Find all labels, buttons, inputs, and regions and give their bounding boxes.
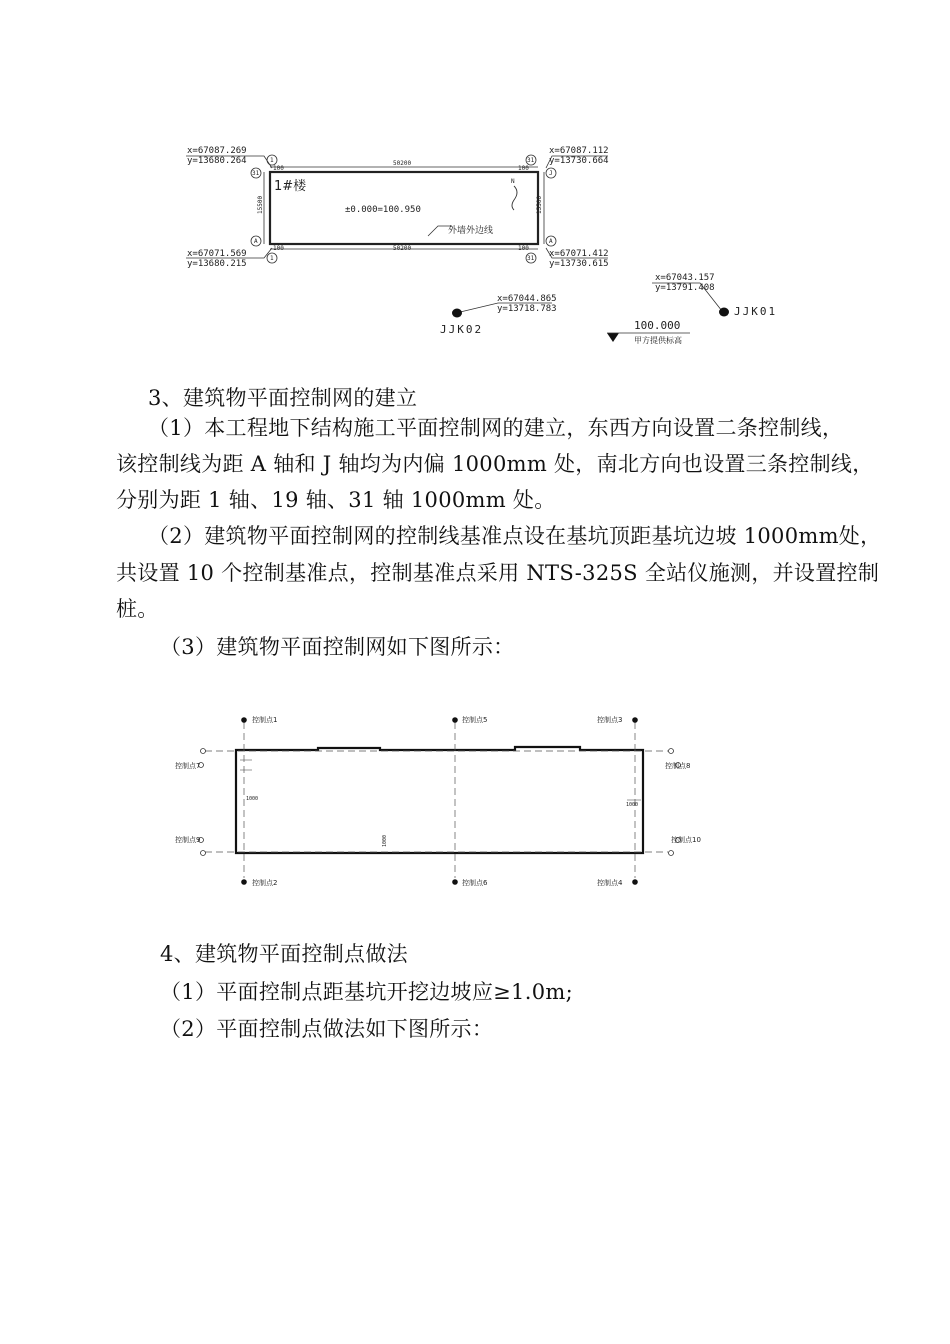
coord-sw-y: y=13680.215 xyxy=(187,259,247,269)
benchmark-y-jjk02: y=13718.783 xyxy=(497,304,557,314)
coord-nw-x: x=67087.269 xyxy=(187,146,247,156)
dim-right: 15500 xyxy=(536,195,543,214)
axis-ne-num: 31 xyxy=(527,157,535,164)
control-point-7-label: 控制点7 xyxy=(175,762,201,770)
pit-outline xyxy=(236,747,643,853)
control-point-1-label: 控制点1 xyxy=(252,716,278,724)
section3-p2-line2: 共设置 10 个控制基准点，控制基准点采用 NTS-325S 全站仪施测，并设置控制 xyxy=(116,561,880,585)
elevation-triangle-icon xyxy=(607,333,619,342)
axis-ne-side: J xyxy=(549,170,553,177)
dim-small-se: 100 xyxy=(518,245,529,252)
elevation-mark: 100.000 xyxy=(634,319,681,332)
control-point-9-label: 控制点9 xyxy=(175,836,201,844)
control-point-2-label: 控制点2 xyxy=(252,879,278,887)
dim-small-ne: 100 xyxy=(518,165,529,172)
axis-se-side: A xyxy=(549,238,553,245)
benchmark-x-jjk01: x=67043.157 xyxy=(655,273,715,283)
section4-item2: （2）平面控制点做法如下图所示： xyxy=(160,1017,494,1041)
wall-label: 外墙外边线 xyxy=(448,226,494,236)
section3-p2-line1: （2）建筑物平面控制网的控制线基准点设在基坑顶距基坑边坡 1000mm处， xyxy=(148,524,882,548)
control-point-3-label: 控制点3 xyxy=(597,716,623,724)
section3-p1-line3: 分别为距 1 轴、19 轴、31 轴 1000mm 处。 xyxy=(116,488,556,512)
north-arrow-icon xyxy=(512,186,517,210)
coord-ne-x: x=67087.112 xyxy=(549,146,609,156)
elevation-note: 甲方提供标高 xyxy=(634,336,682,345)
axis-nw-side: 31 xyxy=(252,170,260,177)
elevation-label: ±0.000=100.950 xyxy=(345,205,421,215)
control-point-10-label: 控制点10 xyxy=(671,836,701,844)
dim-left: 15500 xyxy=(257,195,264,214)
dim-small-sw: 100 xyxy=(273,245,284,252)
benchmark-dot-jjk02 xyxy=(452,309,462,318)
control-point-2-marker xyxy=(241,879,247,885)
control-network-drawing xyxy=(0,700,950,900)
control-point-1-marker xyxy=(241,717,247,723)
control-point-6-label: 控制点6 xyxy=(462,879,488,887)
coord-sw-x: x=67071.569 xyxy=(187,249,247,259)
axis-se-num: 31 xyxy=(527,255,535,262)
control-point-4-marker xyxy=(632,879,638,885)
axis-sw-side: A xyxy=(254,238,258,245)
coord-nw-y: y=13680.264 xyxy=(187,156,247,166)
section3-p3: （3）建筑物平面控制网如下图所示： xyxy=(160,635,515,659)
control-point-3-marker xyxy=(632,717,638,723)
control-point-5-marker xyxy=(452,717,458,723)
benchmark-y-jjk01: y=13791.408 xyxy=(655,283,715,293)
section3-p1-line2: 该控制线为距 A 轴和 J 轴均为内偏 1000mm 处，南北方向也设置三条控制线， xyxy=(116,452,874,476)
benchmark-name-jjk02: JJK02 xyxy=(440,323,484,336)
section3-p2-line3: 桩。 xyxy=(116,597,159,621)
axis-nw-num: 1 xyxy=(270,157,274,164)
control-point-8-label: 控制点8 xyxy=(665,762,691,770)
coord-se-y: y=13730.615 xyxy=(549,259,609,269)
cn-dim-bottom: 1000 xyxy=(382,834,388,847)
control-point-4-label: 控制点4 xyxy=(597,879,623,887)
dim-bottom: 50200 xyxy=(393,245,412,252)
control-point-9-marker xyxy=(201,851,206,856)
control-point-6-marker xyxy=(452,879,458,885)
dim-top: 50200 xyxy=(393,160,412,167)
axis-sw-num: 1 xyxy=(270,255,274,262)
cn-dim-right: 1000 xyxy=(626,802,639,808)
coord-se-x: x=67071.412 xyxy=(549,249,609,259)
coord-ne-y: y=13730.664 xyxy=(549,156,609,166)
north-label: N xyxy=(511,178,515,185)
site-plan-drawing xyxy=(0,0,950,360)
dim-small-nw: 100 xyxy=(273,165,284,172)
section3-p1-line1: （1）本工程地下结构施工平面控制网的建立，东西方向设置二条控制线， xyxy=(148,416,844,440)
benchmark-dot-jjk01 xyxy=(719,308,729,317)
building-label: 1#楼 xyxy=(274,179,307,194)
control-point-8-marker xyxy=(669,749,674,754)
benchmark-x-jjk02: x=67044.865 xyxy=(497,294,557,304)
section3-heading: 3、建筑物平面控制网的建立 xyxy=(148,386,418,410)
control-point-10-marker xyxy=(669,851,674,856)
benchmark-name-jjk01: JJK01 xyxy=(734,305,778,318)
cn-dim-left: 1000 xyxy=(246,796,259,802)
section4-item1: （1）平面控制点距基坑开挖边坡应≥1.0m; xyxy=(160,980,573,1004)
control-point-5-label: 控制点5 xyxy=(462,716,488,724)
control-point-7-marker xyxy=(201,749,206,754)
section4-heading: 4、建筑物平面控制点做法 xyxy=(160,942,408,966)
